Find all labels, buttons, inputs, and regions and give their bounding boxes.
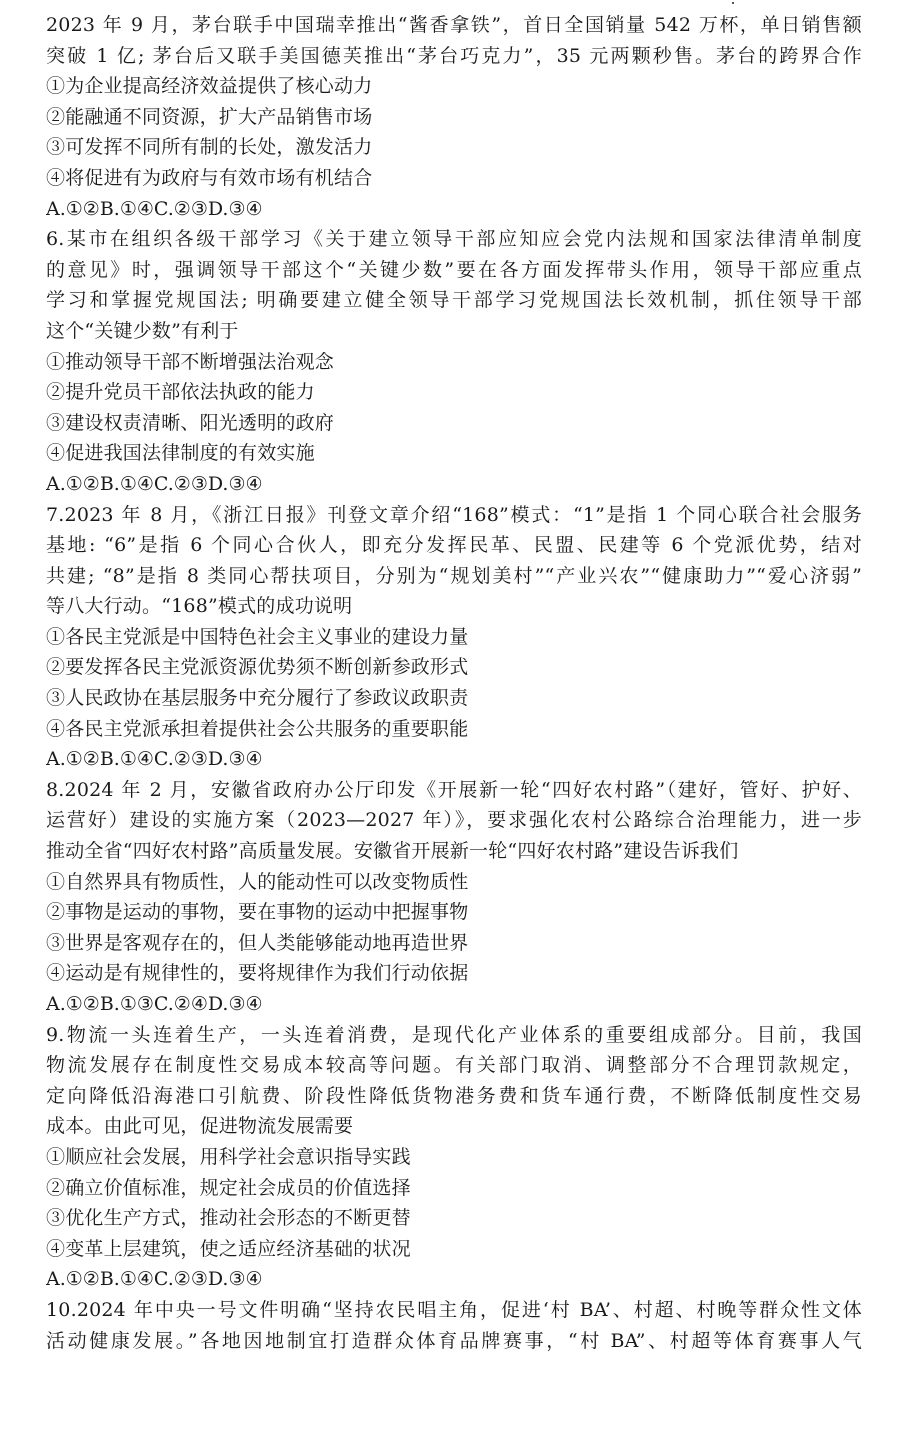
answer-choices: A.①②B.①④C.②③D.③④ <box>46 197 263 220</box>
answer-choices: A.①②B.①③C.②④D.③④ <box>46 993 263 1015</box>
option-3: ③人民政协在基层服务中充分履行了参政议政职责 <box>46 687 469 710</box>
question-stem-line: 等八大行动。“168”模式的成功说明 <box>46 595 353 618</box>
question-stem-line: 推动全省“四好农村路”高质量发展。安徽省开展新一轮“四好农村路”建设告诉我们 <box>46 840 739 863</box>
exam-page <box>46 10 862 1356</box>
option-3: ③优化生产方式，推动社会形态的不断更替 <box>46 1207 411 1230</box>
question-stem-line: 活动健康发展。”各地因地制宜打造群众体育品牌赛事，“村 BA”、村超等体育赛事人气 <box>46 1329 862 1352</box>
question-stem-line: 突破 1 亿; 茅台后又联手美国德芙推出“茅台巧克力”，35 元两颗秒售。茅台的跨界合作 <box>46 44 862 67</box>
question-stem-line: 2023 年 9 月，茅台联手中国瑞幸推出“酱香拿铁”，首日全国销量 542 万杯，单日销售额 <box>46 14 862 36</box>
option-4: ④运动是有规律性的，要将规律作为我们行动依据 <box>46 962 469 985</box>
answer-choices: A.①②B.①④C.②③D.③④ <box>46 1268 263 1291</box>
option-2: ②提升党员干部依法执政的能力 <box>46 381 315 404</box>
question-9 <box>46 1020 862 1295</box>
answer-choices: A.①②B.①④C.②③D.③④ <box>46 472 263 495</box>
option-4: ④将促进有为政府与有效市场有机结合 <box>46 166 373 189</box>
option-2: ②能融通不同资源，扩大产品销售市场 <box>46 105 373 128</box>
option-1: ①自然界具有物质性，人的能动性可以改变物质性 <box>46 870 469 893</box>
option-4: ④促进我国法律制度的有效实施 <box>46 442 315 465</box>
option-1: ①各民主党派是中国特色社会主义事业的建设力量 <box>46 625 469 648</box>
question-stem-line: 物流发展存在制度性交易成本较高等问题。有关部门取消、调整部分不合理罚款规定， <box>46 1054 862 1077</box>
question-stem-line: 定向降低沿海港口引航费、阶段性降低货物港务费和货车通行费，不断降低制度性交易 <box>46 1084 862 1107</box>
question-stem-line: 基地: “6”是指 6 个同心合伙人，即充分发挥民革、民盟、民建等 6 个党派优势，结对 <box>46 534 862 557</box>
question-stem-line: 这个“关键少数”有利于 <box>46 319 239 342</box>
question-stem-line: 运营好）建设的实施方案（2023—2027 年）》，要求强化农村公路综合治理能力，进一步 <box>46 809 862 832</box>
question-stem-line: 9.物流一头连着生产，一头连着消费，是现代化产业体系的重要组成部分。目前，我国 <box>46 1023 862 1046</box>
question-stem-line: 6.某市在组织各级干部学习《关于建立领导干部应知应会党内法规和国家法律清单制度 <box>46 228 862 251</box>
scan-speck <box>732 2 734 4</box>
option-2: ②确立价值标准，规定社会成员的价值选择 <box>46 1176 411 1199</box>
question-5 <box>46 10 862 224</box>
option-4: ④各民主党派承担着提供社会公共服务的重要职能 <box>46 717 469 740</box>
question-stem-line: 成本。由此可见，促进物流发展需要 <box>46 1115 354 1138</box>
question-10 <box>46 1295 862 1356</box>
answer-choices: A.①②B.①④C.②③D.③④ <box>46 748 263 771</box>
option-1: ①为企业提高经济效益提供了核心动力 <box>46 75 373 98</box>
option-3: ③世界是客观存在的，但人类能够能动地再造世界 <box>46 931 469 954</box>
question-stem-line: 学习和掌握党规国法; 明确要建立健全领导干部学习党规国法长效机制，抓住领导干部 <box>46 289 862 312</box>
question-8 <box>46 775 862 1020</box>
question-stem-line: 10.2024 年中央一号文件明确“坚持农民唱主角，促进‘村 BA’、村超、村晚等群众性文体 <box>46 1298 862 1321</box>
option-2: ②要发挥各民主党派资源优势须不断创新参政形式 <box>46 656 469 679</box>
question-stem-line: 的意见》时，强调领导干部这个“关键少数”要在各方面发挥带头作用，领导干部应重点 <box>46 258 862 281</box>
option-4: ④变革上层建筑，使之适应经济基础的状况 <box>46 1237 411 1260</box>
question-stem-line: 8.2024 年 2 月，安徽省政府办公厅印发《开展新一轮“四好农村路”（建好，管好、护好、 <box>46 778 862 801</box>
question-stem-line: 共建; “8”是指 8 类同心帮扶项目，分别为“规划美村”“产业兴农”“健康助力”“爱心济弱” <box>46 564 862 587</box>
question-stem-line: 7.2023 年 8 月，《浙江日报》刊登文章介绍“168”模式：“1”是指 1 个同心联合社会服务 <box>46 503 862 526</box>
option-2: ②事物是运动的事物，要在事物的运动中把握事物 <box>46 901 469 924</box>
option-3: ③可发挥不同所有制的长处，激发活力 <box>46 136 373 159</box>
option-1: ①顺应社会发展，用科学社会意识指导实践 <box>46 1145 411 1168</box>
question-7 <box>46 500 862 775</box>
option-1: ①推动领导干部不断增强法治观念 <box>46 350 335 373</box>
option-3: ③建设权责清晰、阳光透明的政府 <box>46 411 335 434</box>
question-6 <box>46 224 862 499</box>
